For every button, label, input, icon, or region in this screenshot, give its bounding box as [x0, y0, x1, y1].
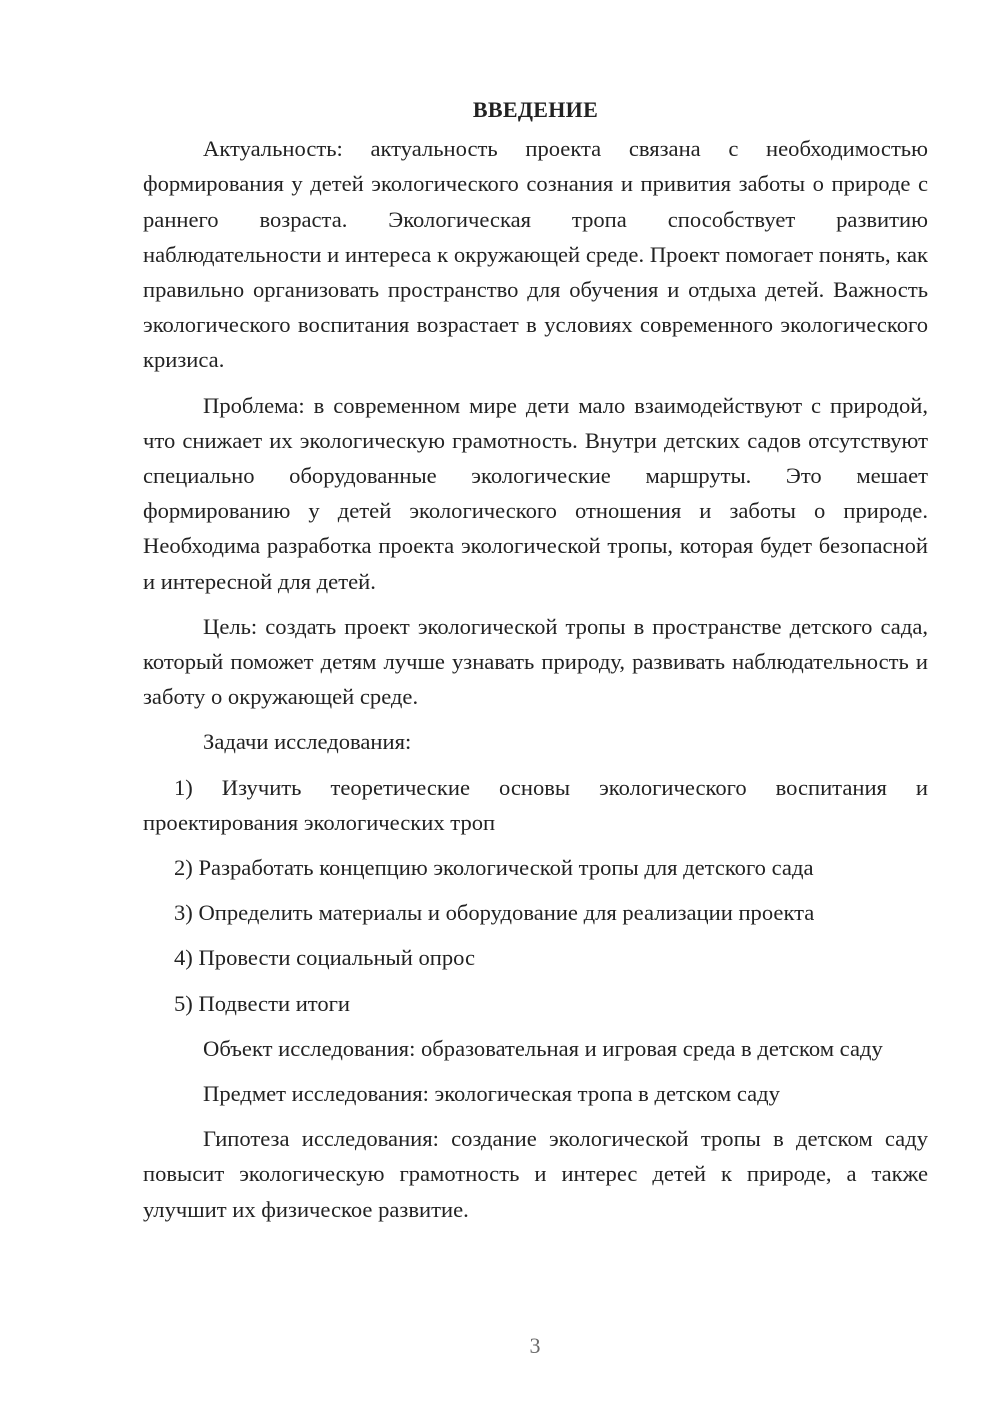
relevance-paragraph: Актуальность: актуальность проекта связана с необходимостью формирования у детей экологического сознания и привития заботы о природе с раннего возраста. Экологическая тропа способствует развитию наблюдательности и интереса к окружающей среде. Проект помогает понять, как правильно организовать пространство для обучения и отдыха детей. Важность экологического воспитания возрастает в условиях современного экологического кризиса. [143, 136, 928, 373]
task-item: 5) Подвести итоги [174, 990, 351, 1016]
task-item: 2) Разработать концепцию экологической тропы для детского сада [174, 855, 814, 881]
page-title: ВВЕДЕНИЕ [472, 97, 599, 122]
task-item: 1) Изучить теоретические основы экологического воспитания и проектирования экологических троп [143, 774, 928, 835]
document-page [143, 92, 928, 1237]
subject-paragraph: Предмет исследования: экологическая тропа в детском саду [203, 1081, 780, 1107]
tasks-list [143, 770, 928, 1021]
object-paragraph: Объект исследования: образовательная и игровая среда в детском саду [203, 1035, 883, 1061]
page-number: 3 [529, 1333, 541, 1358]
problem-paragraph: Проблема: в современном мире дети мало взаимодействуют с природой, что снижает их экологическую грамотность. Внутри детских садов отсутствуют специально оборудованные экологические маршруты. Это мешает формированию у детей экологического отношения и заботы о природе. Необходима разработка проекта экологической тропы, которая будет безопасной и интересной для детей. [143, 392, 928, 594]
hypothesis-paragraph: Гипотеза исследования: создание экологической тропы в детском саду повысит экологическую грамотность и интерес детей к природе, а также улучшит их физическое развитие. [143, 1126, 928, 1222]
goal-paragraph: Цель: создать проект экологической тропы в пространстве детского сада, который поможет детям лучше узнавать природу, развивать наблюдательность и заботу о окружающей среде. [143, 613, 928, 710]
task-item: 3) Определить материалы и оборудование для реализации проекта [174, 900, 815, 926]
task-item: 4) Провести социальный опрос [174, 945, 476, 971]
tasks-heading: Задачи исследования: [203, 729, 412, 755]
